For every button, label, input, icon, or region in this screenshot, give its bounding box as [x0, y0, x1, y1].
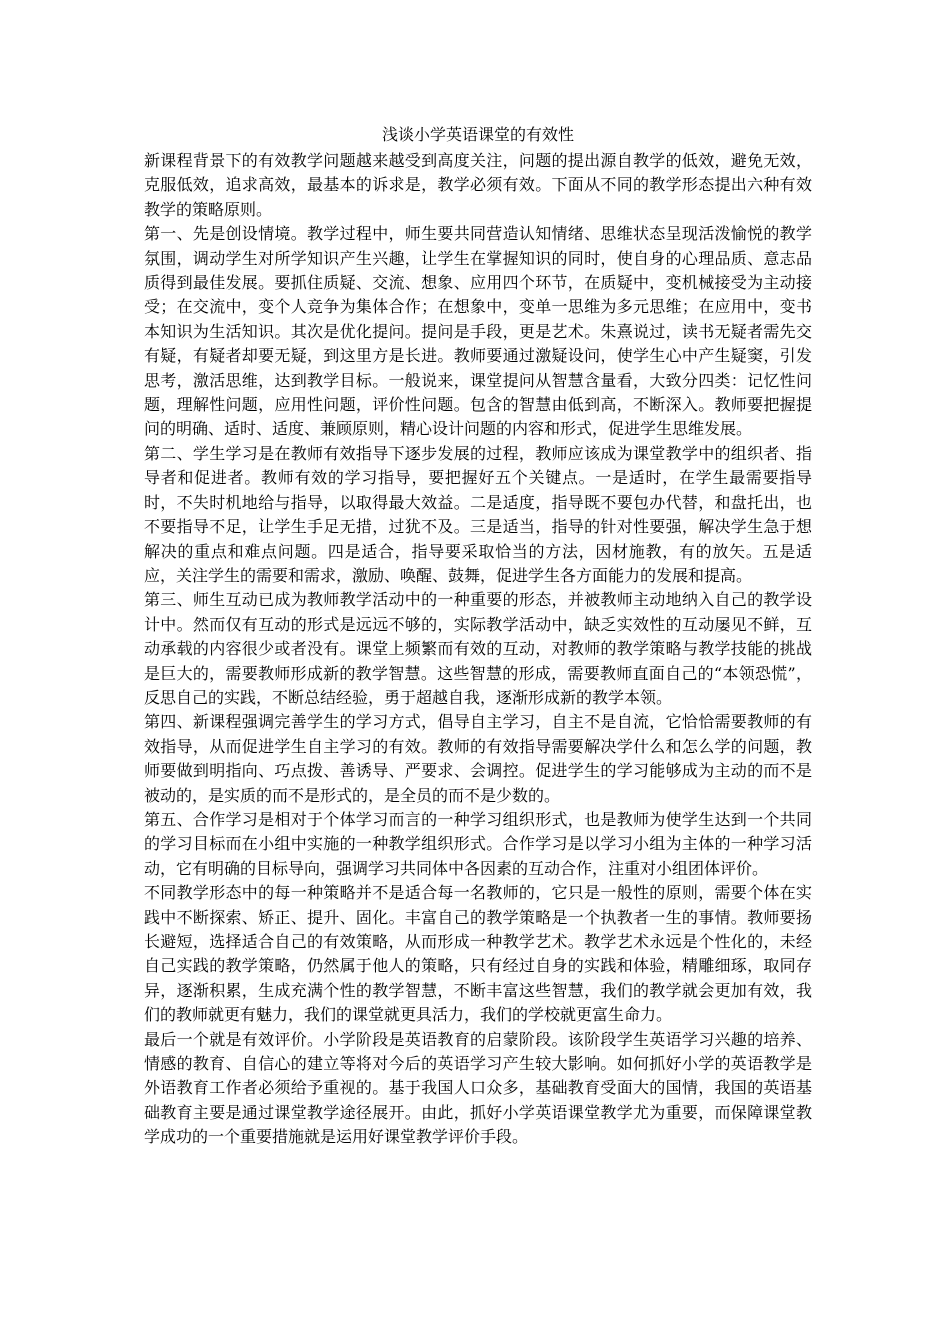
paragraph-third: 第三、师生互动已成为教师教学活动中的一种重要的形态，并被教师主动地纳入自己的教学设计中。然而仅有互动的形式是远远不够的，实际教学活动中，缺乏实效性的互动屡见不鲜，互动承载的内容很少或者没有。课堂上频繁而有效的互动，对教师的教学策略与教学技能的挑战是巨大的，需要教师形成新的教学智慧。这些智慧的形成，需要教师直面自己的“本领恐慌”，反思自己的实践，不断总结经验，勇于超越自我，逐渐形成新的教学本领。 — [144, 590, 812, 707]
paragraph-second: 第二、学生学习是在教师有效指导下逐步发展的过程，教师应该成为课堂教学中的组织者、指导者和促进者。教师有效的学习指导，要把握好五个关键点。一是适时，在学生最需要指导时，不失时机地给与指导，以取得最大效益。二是适度，指导既不要包办代替，和盘托出，也不要指导不足，让学生手足无措，过犹不及。三是适当，指导的针对性要强，解决学生急于想解决的重点和难点问题。四是适合，指导要采取恰当的方法，因材施教，有的放矢。五是适应，关注学生的需要和需求，激励、唤醒、鼓舞，促进学生各方面能力的发展和提高。 — [144, 443, 812, 585]
paragraph-evaluation: 最后一个就是有效评价。小学阶段是英语教育的启蒙阶段。该阶段学生英语学习兴趣的培养、情感的教育、自信心的建立等将对今后的英语学习产生较大影响。如何抓好小学的英语教学是外语教育工作者必须给予重视的。基于我国人口众多，基础教育受面大的国情，我国的英语基础教育主要是通过课堂教学途径展开。由此，抓好小学英语课堂教学尤为重要，而保障课堂教学成功的一个重要措施就是运用好课堂教学评价手段。 — [144, 1029, 812, 1147]
document-title: 浅谈小学英语课堂的有效性 — [381, 125, 574, 144]
paragraph-fourth: 第四、新课程强调完善学生的学习方式，倡导自主学习，自主不是自流，它恰恰需要教师的有效指导，从而促进学生自主学习的有效。教师的有效指导需要解决学什么和怎么学的问题，教师要做到明指向、巧点拨、善诱导、严要求、会调控。促进学生的学习能够成为主动的而不是被动的，是实质的而不是形式的，是全员的而不是少数的。 — [144, 712, 812, 805]
paragraph-intro: 新课程背景下的有效教学问题越来越受到高度关注，问题的提出源自教学的低效，避免无效，克服低效，追求高效，最基本的诉求是，教学必须有效。下面从不同的教学形态提出六种有效教学的策略原则。 — [144, 151, 812, 219]
document-page — [144, 125, 812, 1150]
paragraph-fifth: 第五、合作学习是相对于个体学习而言的一种学习组织形式，也是教师为使学生达到一个共同的学习目标而在小组中实施的一种教学组织形式。合作学习是以学习小组为主体的一种学习活动，它有明确的目标导向，强调学习共同体中各因素的互动合作，注重对小组团体评价。 — [144, 809, 812, 878]
paragraph-first: 第一、先是创设情境。教学过程中，师生要共同营造认知情绪、思维状态呈现活泼愉悦的教学氛围，调动学生对所学知识产生兴趣，让学生在掌握知识的同时，使自身的心理品质、意志品质得到最佳发展。要抓住质疑、交流、想象、应用四个环节，在质疑中，变机械接受为主动接受；在交流中，变个人竞争为集体合作；在想象中，变单一思维为多元思维；在应用中，变书本知识为生活知识。其次是优化提问。提问是手段，更是艺术。朱熹说过，读书无疑者需先交有疑，有疑者却要无疑，到这里方是长进。教师要通过激疑设问，使学生心中产生疑窦，引发思考，激活思维，达到教学目标。一般说来，课堂提问从智慧含量看，大致分四类：记忆性问题，理解性问题，应用性问题，评价性问题。包含的智慧由低到高，不断深入。教师要把握提问的明确、适时、适度、兼顾原则，精心设计问题的内容和形式，促进学生思维发展。 — [144, 224, 812, 439]
paragraph-strategies: 不同教学形态中的每一种策略并不是适合每一名教师的，它只是一般性的原则，需要个体在实践中不断探索、矫正、提升、固化。丰富自己的教学策略是一个执教者一生的事情。教师要扬长避短，选择适合自己的有效策略，从而形成一种教学艺术。教学艺术永远是个性化的，未经自己实践的教学策略，仍然属于他人的策略，只有经过自身的实践和体验，精雕细琢，取同存异，逐渐积累，生成充满个性的教学智慧，不断丰富这些智慧，我们的教学就会更加有效，我们的教师就更有魅力，我们的课堂就更具活力，我们的学校就更富生命力。 — [144, 883, 812, 1025]
